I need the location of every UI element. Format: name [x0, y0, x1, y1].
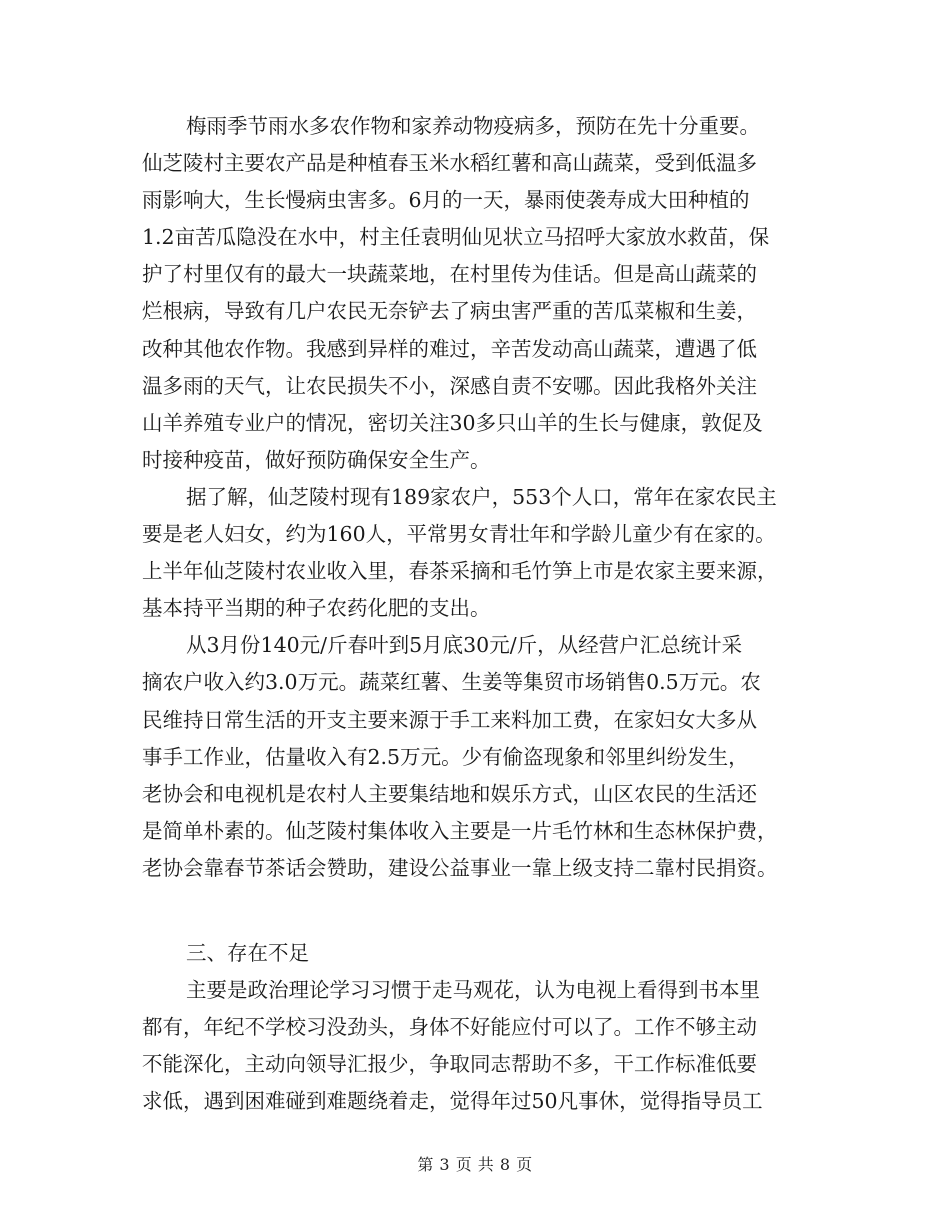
paragraph-line: 是简单朴素的。仙芝陵村集体收入主要是一片毛竹林和生态林保护费， — [142, 818, 778, 843]
paragraph-line: 求低，遇到困难碰到难题绕着走，觉得年过50凡事休，觉得指导员工 — [142, 1089, 763, 1114]
paragraph-line: 雨影响大，生长慢病虫害多。6月的一天，暴雨使袭寿成大田种植的 — [142, 188, 750, 213]
paragraph-line: 主要是政治理论学习习惯于走马观花，认为电视上看得到书本里 — [186, 978, 760, 1003]
paragraph-village-income — [142, 627, 812, 887]
paragraph-line: 民维持日常生活的开支主要来源于手工来料加工费，在家妇女大多从 — [142, 707, 757, 732]
paragraph-line: 烂根病，导致有几户农民无奈铲去了病虫害严重的苦瓜菜椒和生姜， — [142, 299, 757, 324]
paragraph-line: 仙芝陵村主要农产品是种植春玉米水稻红薯和高山蔬菜，受到低温多 — [142, 151, 757, 176]
paragraph-line: 改种其他农作物。我感到异样的难过，辛苦发动高山蔬菜，遭遇了低 — [142, 336, 757, 361]
paragraph-line: 山羊养殖专业户的情况，密切关注30多只山羊的生长与健康，敦促及 — [142, 410, 763, 435]
paragraph-line: 摘农户收入约3.0万元。蔬菜红薯、生姜等集贸市场销售0.5万元。农 — [142, 670, 761, 695]
paragraph-line: 据了解，仙芝陵村现有189家农户，553个人口，常年在家农民主 — [186, 484, 777, 509]
page-number-footer: 第 3 页 共 8 页 — [417, 1155, 533, 1174]
paragraph-line: 老协会和电视机是农村人主要集结地和娱乐方式，山区农民的生活还 — [142, 781, 757, 806]
paragraph-line: 基本持平当期的种子农药化肥的支出。 — [142, 596, 491, 621]
paragraph-line: 1.2亩苦瓜隐没在水中，村主任袁明仙见状立马招呼大家放水救苗，保 — [142, 225, 770, 250]
document-body — [142, 108, 812, 1120]
paragraph-line: 上半年仙芝陵村农业收入里，春茶采摘和毛竹笋上市是农家主要来源， — [142, 559, 778, 584]
paragraph-line: 护了村里仅有的最大一块蔬菜地，在村里传为佳话。但是高山蔬菜的 — [142, 262, 757, 287]
paragraph-shortcomings — [142, 972, 812, 1120]
paragraph-line: 时接种疫苗，做好预防确保安全生产。 — [142, 447, 491, 472]
paragraph-line: 从3月份140元/斤春叶到5月底30元/斤，从经营户汇总统计采 — [186, 633, 743, 658]
section-heading: 三、存在不足 — [186, 940, 309, 965]
paragraph-line: 温多雨的天气，让农民损失不小，深感自责不安哪。因此我格外关注 — [142, 373, 757, 398]
paragraph-line: 要是老人妇女，约为160人，平常男女青壮年和学龄儿童少有在家的。 — [142, 522, 776, 547]
paragraph-village-population — [142, 479, 812, 627]
paragraph-line: 事手工作业，估量收入有2.5万元。少有偷盗现象和邻里纠纷发生， — [142, 744, 749, 769]
paragraph-line: 都有，年纪不学校习没劲头，身体不好能应付可以了。工作不够主动 — [142, 1015, 757, 1040]
section-spacer — [142, 887, 812, 935]
paragraph-line: 梅雨季节雨水多农作物和家养动物疫病多，预防在先十分重要。 — [186, 114, 760, 138]
paragraph-line: 不能深化，主动向领导汇报少，争取同志帮助不多，干工作标准低要 — [142, 1052, 757, 1077]
paragraph-disease-prevention — [142, 108, 812, 479]
paragraph-line: 老协会靠春节茶话会赞助，建设公益事业一靠上级支持二靠村民捐资。 — [142, 855, 778, 880]
